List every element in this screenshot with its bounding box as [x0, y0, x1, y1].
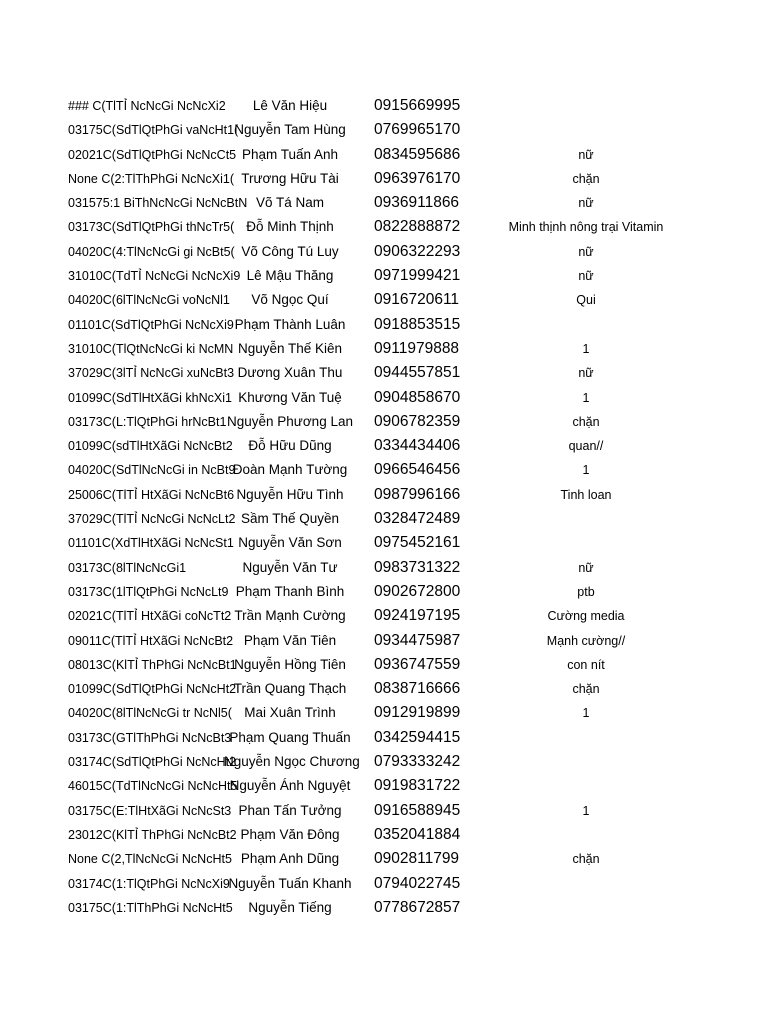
phone-cell: 0944557851: [374, 364, 461, 382]
table-row: [0, 823, 768, 847]
code-cell: 04020C(8lTlNcNcGi tr NcNl5(: [68, 706, 232, 721]
name-cell: Phạm Anh Dũng: [240, 851, 340, 867]
phone-cell: 0912919899: [374, 704, 461, 722]
phone-cell: 0334434406: [374, 437, 461, 455]
table-row: [0, 896, 768, 920]
name-cell: Nguyễn Hữu Tình: [236, 486, 344, 502]
name-cell: Mai Xuân Trình: [244, 705, 336, 721]
note-cell: chặn: [572, 682, 600, 697]
name-cell: Trần Quang Thạch: [233, 681, 347, 697]
phone-cell: 0918853515: [374, 315, 461, 333]
name-cell: Phạm Văn Đông: [240, 826, 340, 842]
name-cell: Lê Mậu Thăng: [246, 268, 334, 284]
code-cell: 31010C(TdTỈ NcNcGi NcNcXi9: [68, 269, 241, 284]
note-cell: Cường media: [547, 609, 625, 624]
phone-cell: 0919831722: [374, 777, 461, 795]
spreadsheet-table: [0, 94, 768, 920]
note-cell: Tinh loan: [560, 487, 612, 502]
name-cell: Nguyễn Thế Kiên: [237, 340, 343, 356]
note-cell: chặn: [572, 414, 600, 429]
table-row: [0, 386, 768, 410]
name-cell: Võ Tá Nam: [255, 195, 325, 211]
note-cell: Minh thịnh nông trại Vitamin: [508, 220, 664, 235]
phone-cell: 0794022745: [374, 874, 461, 892]
name-cell: Khương Văn Tuệ: [238, 389, 342, 405]
note-cell: ptb: [577, 584, 595, 599]
code-cell: 01101C(XdTlHtXãGi NcNcSt1: [68, 536, 234, 551]
phone-cell: 0902672800: [374, 582, 461, 600]
name-cell: Đoàn Mạnh Tường: [232, 462, 348, 478]
name-cell: Dương Xuân Thu: [237, 365, 343, 381]
table-row: [0, 288, 768, 312]
name-cell: Phạm Quang Thuấn: [229, 729, 351, 745]
table-row: [0, 458, 768, 482]
note-cell: nữ: [578, 196, 594, 211]
table-row: [0, 750, 768, 774]
code-cell: 03174C(SdTlQtPhGi NcNcHt2: [68, 755, 237, 770]
name-cell: Đỗ Hữu Dũng: [248, 438, 332, 454]
phone-cell: 0902811799: [374, 850, 460, 868]
phone-cell: 0911979888: [374, 339, 460, 357]
phone-cell: 0328472489: [374, 510, 461, 528]
table-row: [0, 799, 768, 823]
phone-cell: 0936911866: [374, 194, 460, 212]
name-cell: Võ Ngọc Quí: [251, 292, 329, 308]
code-cell: ### C(TlTỈ NcNcGi NcNcXi2: [68, 99, 226, 113]
table-row: [0, 313, 768, 337]
table-row: [0, 872, 768, 896]
table-row: [0, 604, 768, 628]
name-cell: Nguyễn Tiếng: [248, 899, 332, 915]
phone-cell: 0793333242: [374, 753, 461, 771]
phone-cell: 0906782359: [374, 412, 461, 430]
phone-cell: 0975452161: [374, 534, 461, 552]
note-cell: nữ: [578, 366, 594, 381]
note-cell: quan//: [568, 439, 604, 454]
note-cell: nữ: [578, 147, 594, 162]
name-cell: Nguyễn Ánh Nguyệt: [229, 778, 351, 794]
code-cell: 03173C(8lTlNcNcGi1: [68, 560, 187, 575]
name-cell: Trần Mạnh Cường: [234, 608, 346, 624]
table-row: [0, 434, 768, 458]
table-row: [0, 191, 768, 215]
name-cell: Đỗ Minh Thịnh: [246, 219, 334, 235]
name-cell: Phạm Thanh Bình: [235, 583, 345, 599]
phone-cell: 0966546456: [374, 461, 461, 479]
phone-cell: 0352041884: [374, 825, 461, 843]
table-row: [0, 94, 768, 118]
table-row: [0, 337, 768, 361]
code-cell: 031575:1 BiThNcNcGi NcNcBtN: [68, 196, 248, 211]
table-row: [0, 677, 768, 701]
note-cell: 1: [582, 341, 590, 356]
code-cell: 31010C(TlQtNcNcGi ki NcMN: [68, 341, 234, 356]
code-cell: 04020C(SdTlNcNcGi in NcBt9: [68, 463, 236, 478]
note-cell: nữ: [578, 560, 594, 575]
code-cell: 03175C(SdTlQtPhGi vaNcHt1(: [68, 123, 239, 138]
phone-cell: 0342594415: [374, 728, 461, 746]
table-row: [0, 653, 768, 677]
phone-cell: 0915669995: [374, 97, 461, 114]
table-row: [0, 361, 768, 385]
code-cell: 25006C(TlTỈ HtXãGi NcNcBt6: [68, 487, 235, 502]
name-cell: Nguyễn Tam Hùng: [234, 122, 346, 138]
code-cell: 01099C(SdTlQtPhGi NcNcHt2: [68, 682, 237, 697]
table-row: [0, 556, 768, 580]
code-cell: 09011C(TlTỈ HtXãGi NcNcBt2: [68, 633, 234, 648]
name-cell: Nguyễn Văn Tư: [242, 559, 338, 575]
phone-cell: 0936747559: [374, 655, 461, 673]
note-cell: 1: [582, 390, 590, 405]
phone-cell: 0987996166: [374, 485, 461, 503]
note-cell: 1: [582, 463, 590, 478]
code-cell: 37029C(TlTỈ NcNcGi NcNcLt2: [68, 512, 236, 527]
table-row: [0, 118, 768, 142]
code-cell: 02021C(SdTlQtPhGi NcNcCt5: [68, 147, 237, 162]
code-cell: None C(2:TlThPhGi NcNcXi1(: [68, 171, 235, 186]
name-cell: Nguyễn Phương Lan: [227, 413, 353, 429]
note-cell: con nít: [567, 657, 605, 672]
phone-cell: 0834595686: [374, 145, 461, 163]
name-cell: Sầm Thế Quyền: [240, 511, 340, 527]
name-cell: Võ Công Tú Luy: [241, 243, 339, 259]
code-cell: 01101C(SdTlQtPhGi NcNcXi9: [68, 317, 234, 332]
name-cell: Lê Văn Hiệu: [252, 98, 328, 113]
table-row: [0, 240, 768, 264]
table-row: [0, 629, 768, 653]
name-cell: Nguyễn Ngọc Chương: [224, 754, 360, 770]
phone-cell: 0778672857: [374, 898, 461, 916]
note-cell: Qui: [576, 293, 596, 308]
phone-cell: 0838716666: [374, 680, 461, 698]
code-cell: 46015C(TdTlNcNcGi NcNcHt5: [68, 779, 238, 794]
note-cell: 1: [582, 706, 590, 721]
table-row: [0, 143, 768, 167]
name-cell: Nguyễn Hồng Tiên: [234, 656, 346, 672]
code-cell: 37029C(3lTỈ NcNcGi xuNcBt3: [68, 366, 235, 381]
note-cell: 1: [582, 803, 590, 818]
name-cell: Nguyễn Tuấn Khanh: [228, 875, 352, 891]
name-cell: Phạm Tuấn Anh: [241, 146, 339, 162]
code-cell: 03173C(GTlThPhGi NcNcBt3: [68, 730, 232, 745]
phone-cell: 0971999421: [374, 267, 461, 285]
code-cell: 03173C(SdTlQtPhGi thNcTr5(: [68, 220, 235, 235]
phone-cell: 0924197195: [374, 607, 461, 625]
code-cell: 04020C(6lTlNcNcGi voNcNl1: [68, 293, 230, 308]
code-cell: 01099C(SdTlHtXãGi khNcXi1: [68, 390, 232, 405]
table-row: [0, 483, 768, 507]
note-cell: Mạnh cường//: [546, 633, 626, 648]
table-row: [0, 410, 768, 434]
code-cell: 03173C(L:TlQtPhGi hrNcBt1: [68, 414, 227, 429]
table-row: [0, 701, 768, 725]
table-row: [0, 531, 768, 555]
table-row: [0, 167, 768, 191]
note-cell: nữ: [578, 269, 594, 284]
table-row: [0, 215, 768, 239]
note-cell: chặn: [572, 171, 600, 186]
phone-cell: 0822888872: [374, 218, 461, 236]
code-cell: 03175C(E:TlHtXãGi NcNcSt3: [68, 803, 232, 818]
code-cell: 03174C(1:TlQtPhGi NcNcXi9: [68, 876, 230, 891]
note-cell: nữ: [578, 244, 594, 259]
phone-cell: 0769965170: [374, 121, 461, 139]
name-cell: Phạm Văn Tiên: [243, 632, 337, 648]
phone-cell: 0916720611: [374, 291, 460, 309]
table-row: [0, 507, 768, 531]
phone-cell: 0904858670: [374, 388, 461, 406]
code-cell: 08013C(KlTỈ ThPhGi NcNcBt1: [68, 657, 237, 672]
note-cell: chặn: [572, 852, 600, 867]
phone-cell: 0934475987: [374, 631, 461, 649]
code-cell: 23012C(KlTỈ ThPhGi NcNcBt2: [68, 827, 237, 842]
phone-cell: 0963976170: [374, 169, 461, 187]
code-cell: 04020C(4:TlNcNcGi gi NcBt5(: [68, 244, 235, 259]
name-cell: Phan Tấn Tưởng: [238, 802, 342, 818]
name-cell: Trương Hữu Tài: [241, 170, 339, 186]
table-row: [0, 774, 768, 798]
table-row: [0, 264, 768, 288]
code-cell: 03173C(1lTlQtPhGi NcNcLt9: [68, 584, 229, 599]
table-row: [0, 580, 768, 604]
name-cell: Nguyễn Văn Sơn: [238, 535, 342, 551]
phone-cell: 0983731322: [374, 558, 461, 576]
name-cell: Phạm Thành Luân: [234, 316, 346, 332]
code-cell: None C(2,TlNcNcGi NcNcHt5: [68, 852, 232, 867]
phone-cell: 0916588945: [374, 801, 461, 819]
table-row: [0, 847, 768, 871]
code-cell: 03175C(1:TlThPhGi NcNcHt5: [68, 900, 233, 915]
code-cell: 02021C(TlTỈ HtXãGi coNcTt2: [68, 609, 232, 624]
phone-cell: 0906322293: [374, 242, 461, 260]
table-row: [0, 726, 768, 750]
code-cell: 01099C(sdTlHtXãGi NcNcBt2: [68, 439, 233, 454]
